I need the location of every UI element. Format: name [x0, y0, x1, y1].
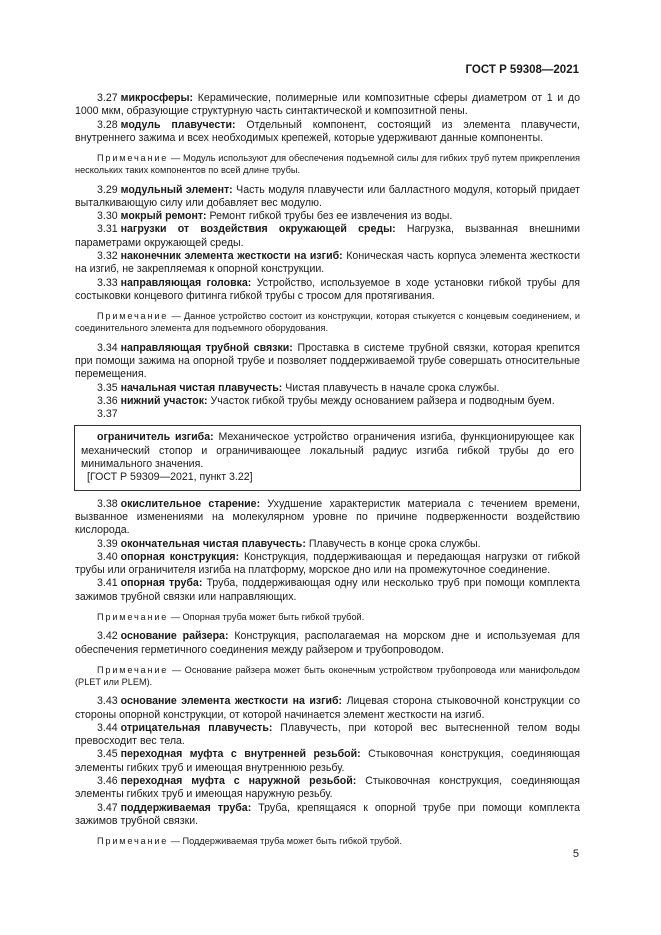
- term-entry: [75, 577, 580, 604]
- term-definition: Ремонт гибкой трубы без ее извлечения из воды.: [209, 210, 453, 223]
- term-name: переходная муфта с наружной резьбой:: [120, 775, 357, 787]
- entry-number: 3.27: [97, 92, 118, 104]
- term-entry: [75, 184, 580, 211]
- term-entry: [75, 119, 580, 146]
- term-name: наконечник элемента жесткости на изгиб:: [120, 250, 343, 263]
- entry-number: 3.38: [97, 497, 118, 510]
- term-entry: [75, 250, 580, 277]
- entry-number: 3.40: [97, 550, 118, 563]
- term-entry: [75, 695, 580, 722]
- term-definition: Конструкция, располагаемая на морском дне и используемая для обеспечения герметичного соединения между райзером и трубопроводом.: [75, 630, 581, 656]
- note-label: Примечание: [97, 311, 169, 322]
- term-entry: [75, 395, 580, 408]
- term-definition: Отдельный компонент, состоящий из элемента плавучести, внутреннего зажима и всех необходимых крепежей, которые удерживают данные компоненты.: [75, 118, 580, 144]
- term-entry: [75, 802, 580, 829]
- entry-number: 3.37: [97, 408, 118, 421]
- entry-number: 3.31: [97, 223, 118, 236]
- term-entry: [75, 342, 580, 382]
- entry-number: 3.46: [97, 775, 118, 787]
- note: [75, 152, 580, 176]
- quoted-definition: [81, 431, 574, 471]
- term-name: опорная конструкция:: [120, 550, 240, 563]
- term-entry: [75, 722, 580, 749]
- term-definition: Плавучесть, при которой вес вытесненной телом воды превосходит вес тела.: [75, 721, 580, 748]
- term-definition: Конструкция, поддерживающая и передающая нагрузки от гибкой трубы или ограничителя изгиба на платформу, морское дно или на промежуточное соединение.: [75, 550, 580, 577]
- term-entry: [75, 551, 580, 578]
- term-name: направляющая трубной связки:: [120, 341, 293, 354]
- term-entry: [75, 498, 580, 538]
- note-label: Примечание: [97, 612, 169, 623]
- term-definition: Плавучесть в конце срока службы.: [308, 537, 481, 550]
- term-definition: Ухудшение характеристик материала с течением времени, вызванное изменениями на молекулярном уровне по причине подверженности воздействию кислорода.: [75, 497, 580, 537]
- entry-number: 3.45: [97, 748, 118, 761]
- term-entry: [75, 748, 580, 775]
- entry-number: 3.33: [97, 276, 118, 289]
- entry-number: 3.47: [97, 801, 118, 814]
- entry-number: 3.42: [97, 630, 118, 643]
- term-name: поддерживаемая труба:: [120, 801, 252, 814]
- term-entry: [75, 92, 580, 119]
- term-name: модульный элемент:: [120, 183, 233, 196]
- page-number: 5: [572, 848, 579, 860]
- term-name: переходная муфта с внутренней резьбой:: [120, 748, 361, 761]
- term-definition: Нагрузка, вызванная внешними параметрами окружающей среды.: [75, 223, 580, 249]
- note: [75, 611, 580, 623]
- term-name: мокрый ремонт:: [120, 210, 207, 223]
- term-name: нижний участок:: [120, 394, 208, 407]
- note-label: Примечание: [97, 664, 169, 675]
- term-definition: Стыковочная конструкция, соединяющая элементы гибких труб и имеющая наружную резьбу.: [75, 775, 580, 801]
- entry-number: 3.28: [97, 118, 118, 131]
- term-entry: [75, 775, 580, 802]
- term-definition: Труба, поддерживающая одну или несколько труб при помощи комплекта зажимов трубной связки или направляющих.: [75, 577, 580, 603]
- term-name: окислительное старение:: [120, 497, 261, 510]
- note-label: Примечание: [97, 153, 169, 164]
- source-reference: [ГОСТ Р 59309—2021, пункт 3.22]: [87, 471, 253, 484]
- quoted-definition-box: [74, 425, 581, 490]
- term-name: нагрузки от воздействия окружающей среды:: [120, 223, 396, 236]
- term-name: микросферы:: [120, 92, 194, 104]
- note-text: — Модуль используют для обеспечения подъемной силы для гибких труб путем прикрепления нескольких таких компонентов по всей длине трубы.: [75, 153, 581, 176]
- entry-number: 3.35: [97, 381, 118, 394]
- term-definition: Механическое устройство ограничения изгиба, функционирующее как механический стопор и ограничивающее локальный радиус изгиба гибкой трубы до его минимального значения.: [81, 431, 574, 471]
- term-definition: Проставка в системе трубной связки, которая крепится при помощи зажима на опорной трубе и позволяет поддерживаемой трубе совершать относительные перемещения.: [75, 341, 580, 381]
- document-body: [75, 92, 580, 854]
- term-name: ограничитель изгиба:: [97, 431, 214, 444]
- term-definition: Труба, крепящаяся к опорной трубе при помощи комплекта зажимов трубной связки.: [75, 801, 580, 827]
- term-definition: Коническая часть корпуса элемента жесткости на изгиб, не закрепляемая к опорной конструкции.: [75, 250, 581, 276]
- note: [75, 664, 580, 688]
- note: [75, 835, 580, 847]
- term-definition: Участок гибкой трубы между основанием райзера и подводным буем.: [210, 394, 555, 407]
- term-entry: [75, 277, 580, 304]
- entry-number: 3.32: [97, 250, 118, 263]
- note-label: Примечание: [97, 836, 169, 847]
- note-text: — Опорная труба может быть гибкой трубой.: [170, 612, 365, 623]
- term-name: основание элемента жесткости на изгиб:: [120, 695, 343, 708]
- term-name: отрицательная плавучесть:: [120, 721, 273, 734]
- term-entry: [75, 408, 580, 421]
- term-name: направляющая головка:: [120, 276, 252, 289]
- note-text: — Поддерживаемая труба может быть гибкой трубой.: [170, 836, 402, 847]
- term-entry: [75, 382, 580, 395]
- entry-number: 3.43: [97, 695, 118, 708]
- term-entry: [75, 210, 580, 223]
- term-definition: Лицевая сторона стыковочной конструкции со стороны опорной конструкции, от которой начинается элемент жесткости на изгиб.: [75, 695, 580, 721]
- note-text: — Данное устройство состоит из конструкции, которая стыкуется с концевым соединением, и соединительного элемента для подъемного оборудования.: [75, 311, 580, 334]
- note: [75, 310, 580, 334]
- term-name: окончательная чистая плавучесть:: [120, 537, 306, 550]
- term-entry: [75, 223, 580, 250]
- entry-number: 3.29: [97, 183, 118, 196]
- term-definition: Устройство, используемое в ходе установки гибкой трубы для состыковки концевого фитинга гибкой трубы с тросом для протягивания.: [75, 276, 580, 302]
- term-entry: [75, 538, 580, 551]
- term-name: опорная труба:: [120, 577, 203, 590]
- term-name: основание райзера:: [120, 630, 229, 643]
- entry-number: 3.44: [97, 721, 118, 734]
- entry-number: 3.34: [97, 341, 118, 354]
- term-definition: Керамические, полимерные или композитные сферы диаметром от 1 и до 1000 мкм, образующие структурную часть синтактической и композитной пены.: [75, 92, 580, 118]
- term-name: начальная чистая плавучесть:: [120, 381, 283, 394]
- term-name: модуль плавучести:: [120, 118, 236, 131]
- term-definition: Часть модуля плавучести или балластного модуля, который придает выталкивающую силу или добавляет вес модулю.: [75, 183, 580, 209]
- term-entry: [75, 630, 580, 657]
- note-text: — Основание райзера может быть оконечным устройством трубопровода или манифольдом (PLET или PLEM).: [75, 664, 581, 688]
- term-definition: Чистая плавучесть в начале срока службы.: [285, 381, 500, 394]
- entry-number: 3.30: [97, 210, 118, 223]
- standard-designation: ГОСТ Р 59308—2021: [465, 64, 579, 76]
- term-definition: Стыковочная конструкция, соединяющая элементы гибких труб и имеющая внутреннюю резьбу.: [75, 748, 580, 774]
- entry-number: 3.39: [97, 537, 118, 550]
- entry-number: 3.41: [97, 577, 118, 590]
- entry-number: 3.36: [97, 394, 118, 407]
